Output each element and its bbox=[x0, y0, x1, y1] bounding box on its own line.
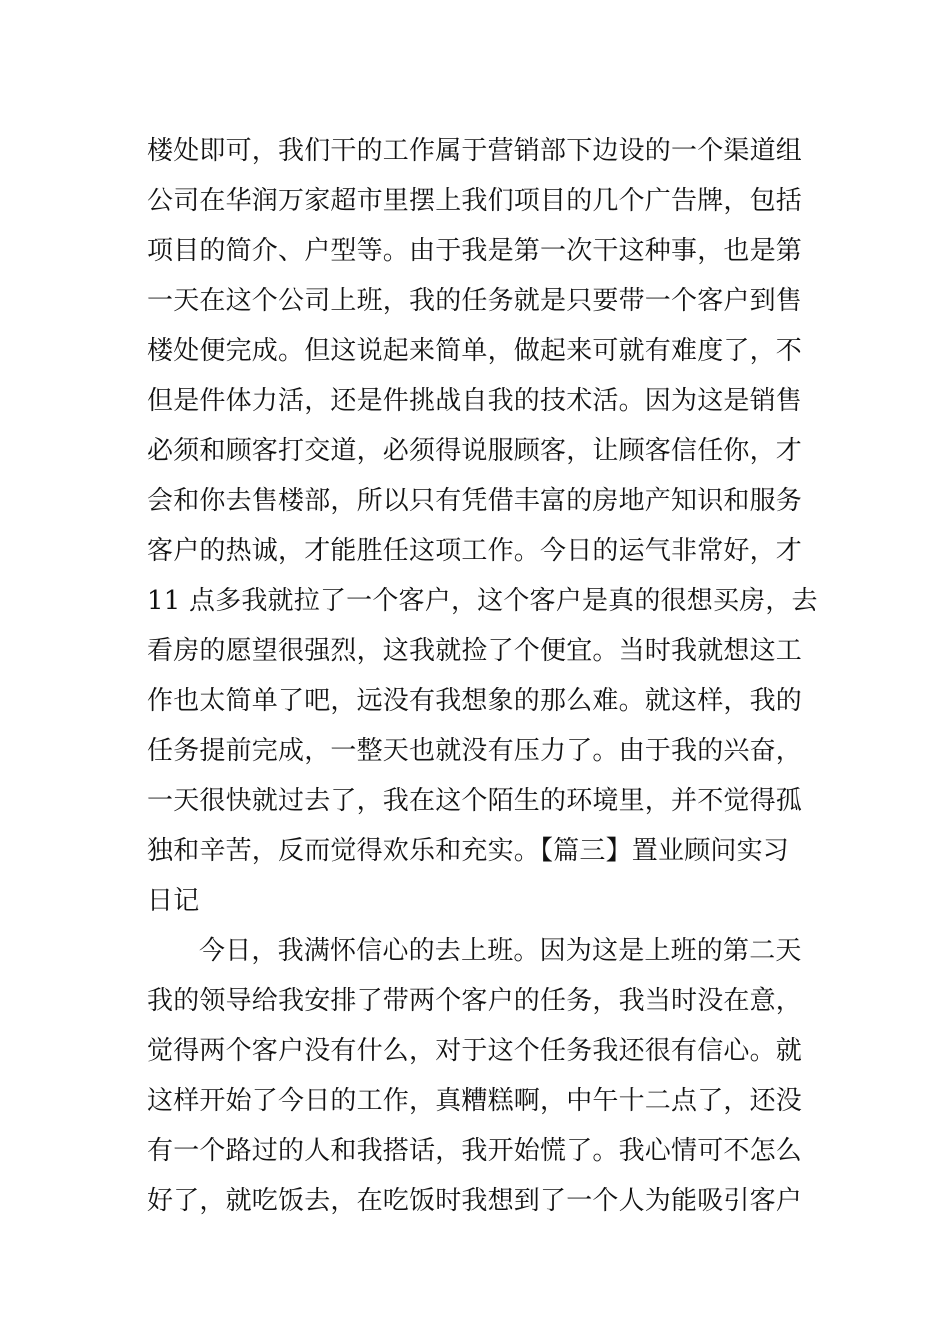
text-line: 项目的简介、户型等。由于我是第一次干这种事，也是第 bbox=[147, 236, 803, 266]
text-line: 有一个路过的人和我搭话，我开始慌了。我心情可不怎么 bbox=[147, 1136, 803, 1166]
text-line: 但是件体力活，还是件挑战自我的技术活。因为这是销售 bbox=[147, 386, 803, 416]
text-line: 作也太简单了吧，远没有我想象的那么难。就这样，我的 bbox=[147, 686, 803, 716]
text-line: 楼处便完成。但这说起来简单，做起来可就有难度了，不 bbox=[147, 336, 803, 366]
text-line: 我的领导给我安排了带两个客户的任务，我当时没在意， bbox=[147, 986, 803, 1016]
text-line: 11 点多我就拉了一个客户，这个客户是真的很想买房，去 bbox=[147, 586, 818, 616]
body-text bbox=[147, 126, 827, 1226]
text-line: 看房的愿望很强烈，这我就捡了个便宜。当时我就想这工 bbox=[147, 636, 803, 666]
text-line: 一天在这个公司上班，我的任务就是只要带一个客户到售 bbox=[147, 286, 803, 316]
text-line: 这样开始了今日的工作，真糟糕啊，中午十二点了，还没 bbox=[147, 1086, 803, 1116]
paragraph-first-line: 今日，我满怀信心的去上班。因为这是上班的第二天 bbox=[199, 936, 802, 966]
text-line: 一天很快就过去了，我在这个陌生的环境里，并不觉得孤 bbox=[147, 786, 803, 816]
section-title-line: 日记 bbox=[147, 886, 200, 916]
text-line: 觉得两个客户没有什么，对于这个任务我还很有信心。就 bbox=[147, 1036, 803, 1066]
text-line: 独和辛苦，反而觉得欢乐和充实。【篇三】置业顾问实习 bbox=[147, 836, 790, 866]
text-line: 楼处即可，我们干的工作属于营销部下边设的一个渠道组 bbox=[147, 136, 803, 166]
text-line: 必须和顾客打交道，必须得说服顾客，让顾客信任你，才 bbox=[147, 436, 803, 466]
text-line: 会和你去售楼部，所以只有凭借丰富的房地产知识和服务 bbox=[147, 486, 803, 516]
text-line: 好了，就吃饭去，在吃饭时我想到了一个人为能吸引客户 bbox=[147, 1186, 803, 1216]
text-line: 公司在华润万家超市里摆上我们项目的几个广告牌，包括 bbox=[147, 186, 803, 216]
text-line: 客户的热诚，才能胜任这项工作。今日的运气非常好，才 bbox=[147, 536, 803, 566]
text-line: 任务提前完成，一整天也就没有压力了。由于我的兴奋， bbox=[147, 736, 803, 766]
